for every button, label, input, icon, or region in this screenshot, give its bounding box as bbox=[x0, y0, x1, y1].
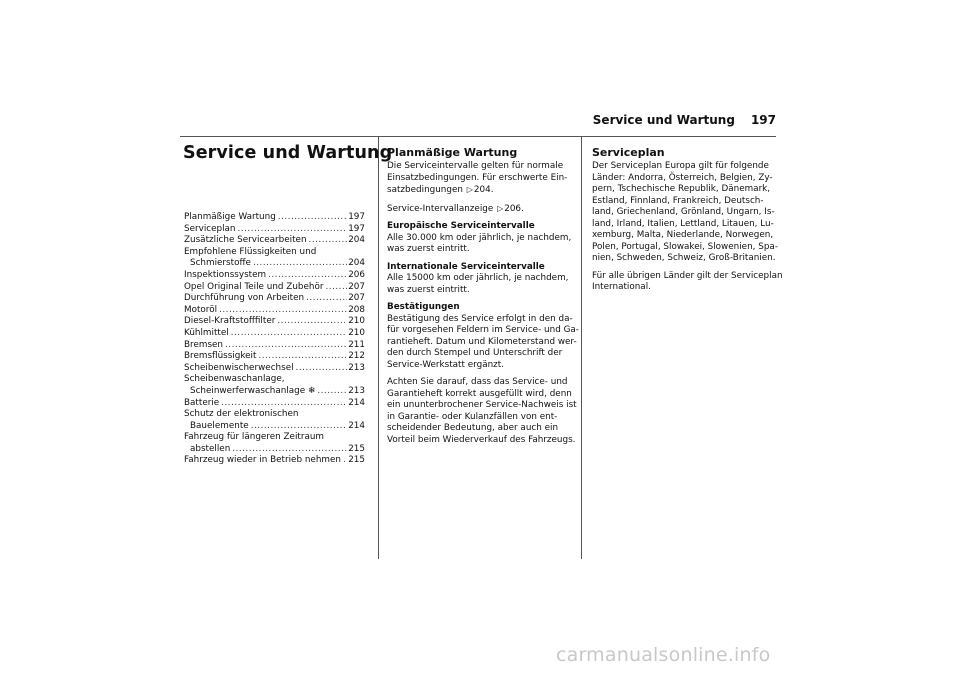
text-fragment: Service-Intervallanzeige bbox=[387, 203, 494, 214]
text-line: was zuerst eintritt. bbox=[387, 284, 470, 295]
toc-leader-dots bbox=[217, 305, 347, 317]
toc-entry[interactable] bbox=[184, 328, 365, 340]
text-line: Bestätigung des Service erfolgt in den da- bbox=[387, 313, 573, 324]
toc-entry-label: Planmäßige Wartung bbox=[184, 212, 276, 222]
toc-leader-dots bbox=[230, 444, 347, 456]
toc-leader-dots bbox=[266, 270, 347, 282]
text-line: Einsatzbedingungen. Für erschwerte Ein- bbox=[387, 172, 568, 183]
text-fragment: satzbedingungen bbox=[387, 185, 463, 195]
toc-leader-dots bbox=[294, 363, 347, 375]
toc-page-number: 213 bbox=[348, 385, 365, 396]
toc-entry[interactable] bbox=[184, 455, 365, 467]
text-line: pern, Tschechische Republik, Dänemark, bbox=[592, 184, 771, 194]
toc-entry-label: abstellen bbox=[190, 443, 231, 454]
toc-entry[interactable] bbox=[184, 305, 365, 317]
maintenance-heading: Planmäßige Wartung bbox=[387, 146, 518, 159]
toc-entry-label: Fahrzeug für längeren Zeitraum bbox=[184, 432, 325, 443]
page-header bbox=[180, 113, 776, 127]
toc-page-number: 207 bbox=[348, 293, 365, 304]
toc-page-number: 210 bbox=[348, 316, 365, 327]
toc-entry-label: Batterie bbox=[184, 397, 220, 408]
text-line bbox=[387, 184, 577, 197]
page-reference[interactable]: 204. bbox=[473, 185, 494, 195]
eu-intervals bbox=[387, 221, 577, 256]
confirm-heading: Bestätigungen bbox=[387, 302, 460, 312]
text-line: in Garantie- oder Kulanzfällen von ent- bbox=[387, 411, 558, 422]
toc-page-number: 214 bbox=[348, 420, 365, 431]
toc-entry[interactable] bbox=[184, 340, 365, 352]
toc-leader-dots bbox=[236, 224, 347, 236]
toc-page-number: 212 bbox=[348, 351, 365, 362]
toc-entry-label: Schutz der elektronischen bbox=[184, 409, 299, 420]
intl-intervals bbox=[387, 262, 577, 297]
indicator-reference bbox=[387, 203, 577, 216]
toc-entry[interactable] bbox=[184, 224, 365, 236]
table-of-contents bbox=[184, 212, 365, 467]
toc-entry-label: Opel Original Teile und Zubehör bbox=[184, 281, 324, 292]
text-line: land, Griechenland, Grönland, Ungarn, Is- bbox=[592, 207, 775, 217]
toc-leader-dots bbox=[256, 351, 347, 363]
toc-entry-label: Zusätzliche Servicearbeiten bbox=[184, 235, 307, 246]
confirmations bbox=[387, 302, 577, 371]
text-line: Service-Werkstatt ergänzt. bbox=[387, 359, 505, 370]
toc-entry[interactable] bbox=[184, 444, 365, 456]
toc-page-number: 215 bbox=[348, 455, 365, 466]
toc-entry-label: Scheinwerferwaschanlage ❄ bbox=[190, 385, 316, 396]
toc-page-number: 204 bbox=[348, 235, 365, 246]
toc-entry-label: Scheibenwaschanlage, bbox=[184, 374, 285, 385]
serviceplan-other bbox=[592, 270, 783, 294]
toc-entry[interactable] bbox=[184, 258, 365, 270]
eu-heading: Europäische Serviceintervalle bbox=[387, 221, 535, 231]
chapter-title: Service und Wartung bbox=[183, 143, 393, 163]
page-reference[interactable]: 206. bbox=[504, 203, 524, 214]
text-line: Für alle übrigen Länder gilt der Serviceplan bbox=[592, 270, 783, 281]
toc-entry[interactable] bbox=[184, 316, 365, 328]
toc-entry-label: Motoröl bbox=[184, 304, 218, 315]
toc-leader-dots bbox=[249, 421, 347, 433]
toc-leader-dots bbox=[276, 212, 347, 224]
text-line: International. bbox=[592, 282, 651, 292]
header-title: Service und Wartung bbox=[592, 113, 735, 127]
toc-page-number: 210 bbox=[348, 327, 365, 338]
toc-entry[interactable] bbox=[184, 386, 365, 398]
text-line: Länder: Andorra, Österreich, Belgien, Zy- bbox=[592, 172, 773, 183]
reference-arrow-icon: ▷ bbox=[466, 185, 473, 194]
toc-leader-dots bbox=[323, 282, 347, 294]
toc-entry-label: Bremsflüssigkeit bbox=[184, 351, 257, 362]
text-line: was zuerst eintritt. bbox=[387, 244, 470, 254]
maintenance-section bbox=[387, 146, 577, 452]
toc-entry[interactable] bbox=[184, 351, 365, 363]
text-line: Alle 30.000 km oder jährlich, je nachdem, bbox=[387, 232, 572, 243]
toc-page-number: 215 bbox=[348, 443, 365, 454]
toc-leader-dots bbox=[275, 316, 347, 328]
toc-leader-dots bbox=[219, 398, 347, 410]
toc-page-number: 208 bbox=[348, 304, 365, 315]
text-line: nien, Schweden, Schweiz, Groß-Britanien. bbox=[592, 253, 776, 263]
serviceplan-heading: Serviceplan bbox=[592, 146, 665, 159]
toc-entry[interactable] bbox=[184, 363, 365, 375]
text-line: Vorteil beim Wiederverkauf des Fahrzeugs. bbox=[387, 434, 576, 445]
maintenance-intro bbox=[387, 161, 577, 197]
column-divider bbox=[378, 137, 379, 559]
text-line: Achten Sie darauf, dass das Service- und bbox=[387, 377, 568, 387]
toc-page-number: 211 bbox=[348, 339, 365, 350]
toc-entry[interactable] bbox=[184, 235, 365, 247]
header-rule bbox=[180, 136, 776, 137]
toc-entry-label: Fahrzeug wieder in Betrieb nehmen bbox=[184, 455, 341, 466]
serviceplan-countries bbox=[592, 161, 777, 265]
toc-leader-dots bbox=[315, 386, 347, 398]
intl-heading: Internationale Serviceintervalle bbox=[387, 261, 545, 272]
serviceplan-section bbox=[592, 146, 783, 300]
toc-entry-label: Durchführung von Arbeiten bbox=[184, 293, 305, 304]
toc-entry-label: Diesel-Kraftstofffilter bbox=[184, 316, 276, 327]
reference-arrow-icon: ▷ bbox=[497, 203, 504, 213]
toc-page-number: 197 bbox=[348, 212, 365, 222]
column-divider bbox=[581, 137, 582, 559]
watermark: carmanualsonline.info bbox=[556, 644, 771, 666]
toc-entry[interactable] bbox=[184, 212, 365, 224]
toc-entry[interactable] bbox=[184, 282, 365, 294]
text-line: land, Irland, Italien, Lettland, Litauen, Lu- bbox=[592, 218, 774, 229]
text-line: Polen, Portugal, Slowakei, Slowenien, Spa- bbox=[592, 241, 778, 252]
toc-page-number: 197 bbox=[348, 223, 365, 234]
toc-entry-label: Bremsen bbox=[184, 339, 224, 350]
toc-page-number: 206 bbox=[348, 269, 365, 280]
text-line: Alle 15000 km oder jährlich, je nachdem, bbox=[387, 273, 569, 283]
toc-page-number: 204 bbox=[348, 258, 365, 269]
text-line: Estland, Finnland, Frankreich, Deutsch- bbox=[592, 195, 764, 206]
toc-leader-dots bbox=[307, 235, 347, 247]
text-line bbox=[387, 203, 577, 216]
toc-entry-label: Bauelemente bbox=[190, 420, 249, 431]
toc-page-number: 213 bbox=[348, 362, 365, 373]
text-line: ein ununterbrochener Service-Nachweis ist bbox=[387, 400, 577, 410]
toc-leader-dots bbox=[229, 328, 347, 340]
text-line: Garantieheft korrekt ausgefüllt wird, denn bbox=[387, 388, 572, 399]
text-line: scheidender Bedeutung, aber auch ein bbox=[387, 423, 559, 433]
toc-entry-label: Scheibenwischerwechsel bbox=[184, 362, 294, 373]
toc-entry[interactable] bbox=[184, 293, 365, 305]
toc-entry-label: Inspektionssystem bbox=[184, 269, 267, 280]
page-number: 197 bbox=[750, 113, 776, 127]
text-line: für vorgesehen Feldern im Service- und Ga- bbox=[387, 325, 579, 335]
text-line: Der Serviceplan Europa gilt für folgende bbox=[592, 161, 769, 171]
toc-entry-label: Serviceplan bbox=[184, 223, 236, 234]
text-line: den durch Stempel und Unterschrift der bbox=[387, 348, 563, 358]
toc-entry[interactable] bbox=[184, 270, 365, 282]
text-line: rantieheft. Datum und Kilometerstand wer- bbox=[387, 336, 577, 347]
toc-page-number: 214 bbox=[348, 397, 365, 408]
toc-entry-label: Empfohlene Flüssigkeiten und bbox=[184, 246, 317, 257]
toc-entry[interactable] bbox=[184, 398, 365, 410]
toc-entry[interactable] bbox=[184, 421, 365, 433]
toc-entry-label: Schmierstoffe bbox=[190, 258, 251, 269]
warranty-note bbox=[387, 377, 577, 446]
text-line: xemburg, Malta, Niederlande, Norwegen, bbox=[592, 230, 774, 240]
text-line: Die Serviceintervalle gelten für normale bbox=[387, 161, 564, 171]
toc-leader-dots bbox=[304, 293, 347, 305]
toc-leader-dots bbox=[251, 258, 347, 270]
toc-page-number: 207 bbox=[348, 281, 365, 292]
toc-entry-label: Kühlmittel bbox=[184, 327, 229, 338]
toc-leader-dots bbox=[223, 340, 347, 352]
